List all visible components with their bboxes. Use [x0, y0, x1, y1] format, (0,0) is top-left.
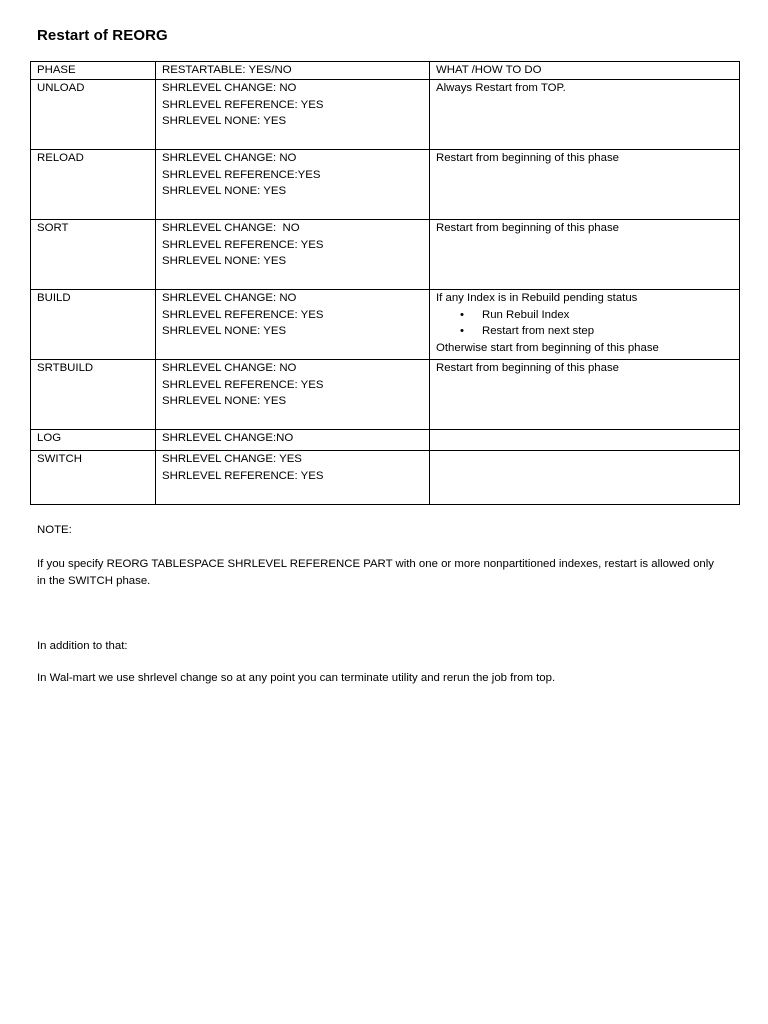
list-item	[436, 323, 733, 340]
restartable-line: SHRLEVEL CHANGE: NO	[162, 222, 300, 234]
bullet-text: Restart from next step	[482, 325, 595, 337]
phase-cell: LOG	[31, 430, 156, 451]
what-cell	[430, 80, 740, 150]
addition-text: In Wal-mart we use shrlevel change so at any point you can terminate utility and rerun the job from top.	[37, 672, 556, 684]
what-cell	[430, 430, 740, 451]
what-cell	[430, 451, 740, 505]
restartable-line: SHRLEVEL REFERENCE:YES	[162, 168, 321, 181]
restartable-cell	[156, 290, 430, 360]
what-cell	[430, 150, 740, 220]
what-line: Restart from beginning of this phase	[436, 222, 619, 234]
what-cell	[430, 360, 740, 430]
list-item	[436, 307, 733, 324]
phase-cell: SORT	[31, 220, 156, 290]
restartable-line: SHRLEVEL CHANGE: NO	[162, 82, 297, 94]
header-phase: PHASE	[31, 62, 156, 80]
restartable-line: SHRLEVEL REFERENCE: YES	[162, 308, 324, 321]
restartable-cell	[156, 451, 430, 505]
table-row	[31, 360, 740, 430]
phase-cell: SWITCH	[31, 451, 156, 505]
restartable-line: SHRLEVEL CHANGE: NO	[162, 292, 297, 304]
restartable-line: SHRLEVEL NONE: YES	[162, 325, 287, 337]
table-row	[31, 80, 740, 150]
restartable-line: SHRLEVEL NONE: YES	[162, 115, 287, 127]
phase-cell: SRTBUILD	[31, 360, 156, 430]
what-line: Restart from beginning of this phase	[436, 362, 619, 374]
addition-label: In addition to that:	[37, 640, 128, 652]
note-label: NOTE:	[37, 524, 72, 536]
restartable-cell	[156, 220, 430, 290]
bullet-icon: •	[460, 325, 464, 337]
restartable-line: SHRLEVEL REFERENCE: YES	[162, 378, 324, 391]
note-text: If you specify REORG TABLESPACE SHRLEVEL REFERENCE PART with one or more nonpartitioned indexes, restart is allowed only in the SWITCH phase.	[37, 558, 714, 587]
phase-cell: UNLOAD	[31, 80, 156, 150]
restartable-line: SHRLEVEL REFERENCE: YES	[162, 98, 324, 111]
phase-cell: RELOAD	[31, 150, 156, 220]
table-row	[31, 451, 740, 505]
restartable-line: SHRLEVEL CHANGE:NO	[162, 432, 294, 444]
header-restartable: RESTARTABLE: YES/NO	[156, 62, 430, 80]
restartable-line: SHRLEVEL REFERENCE: YES	[162, 469, 324, 482]
document-title: Restart of REORG	[37, 27, 168, 44]
restartable-line: SHRLEVEL NONE: YES	[162, 395, 287, 407]
table-row	[31, 220, 740, 290]
restartable-cell	[156, 430, 430, 451]
what-line: Otherwise start from beginning of this phase	[436, 341, 659, 354]
bullet-icon: •	[460, 308, 464, 321]
restartable-line: SHRLEVEL CHANGE: NO	[162, 362, 297, 374]
restartable-line: SHRLEVEL NONE: YES	[162, 255, 287, 267]
reorg-restart-table	[30, 61, 740, 505]
phase-cell: BUILD	[31, 290, 156, 360]
restartable-cell	[156, 360, 430, 430]
what-bullet-list	[436, 307, 733, 340]
restartable-line: SHRLEVEL CHANGE: NO	[162, 152, 297, 164]
table-row	[31, 290, 740, 360]
what-line: Restart from beginning of this phase	[436, 152, 619, 164]
table-row	[31, 430, 740, 451]
restartable-cell	[156, 150, 430, 220]
restartable-cell	[156, 80, 430, 150]
table-row	[31, 150, 740, 220]
what-line: If any Index is in Rebuild pending status	[436, 292, 638, 304]
restartable-line: SHRLEVEL CHANGE: YES	[162, 453, 302, 465]
bullet-text: Run Rebuil Index	[482, 308, 570, 321]
restartable-line: SHRLEVEL REFERENCE: YES	[162, 238, 324, 251]
restartable-line: SHRLEVEL NONE: YES	[162, 185, 287, 197]
what-line: Always Restart from TOP.	[436, 82, 566, 94]
what-cell	[430, 220, 740, 290]
what-cell	[430, 290, 740, 360]
table-header-row	[31, 62, 740, 80]
header-what-how: WHAT /HOW TO DO	[430, 62, 740, 80]
